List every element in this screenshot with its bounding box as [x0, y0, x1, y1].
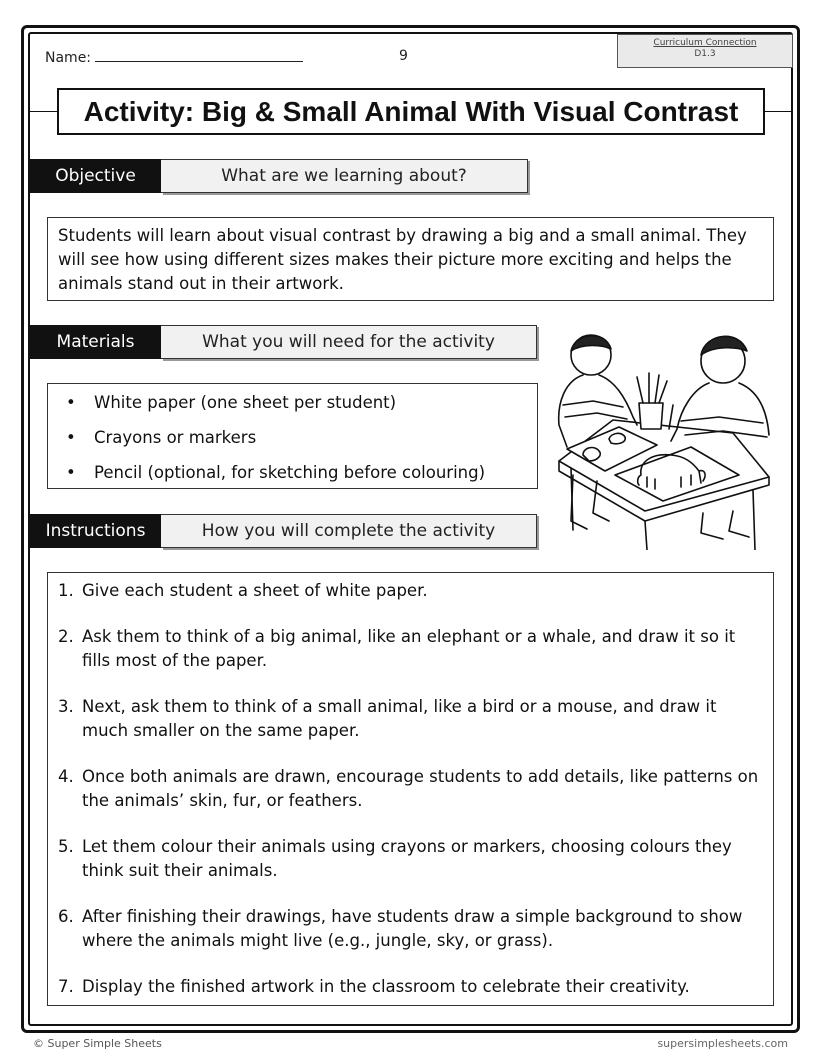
curriculum-connection-box — [617, 34, 793, 68]
list-item: 5. Let them colour their animals using crayons or markers, choosing colours they think suit their animals. — [58, 837, 732, 880]
list-item: • White paper (one sheet per student) — [54, 391, 527, 426]
objective-text: Students will learn about visual contrast by drawing a big and a small animal. They will see how using different sizes makes their picture more exciting and helps the animals stand out in their artwork. — [58, 226, 747, 293]
instructions-label: Instructions — [30, 514, 161, 548]
materials-box — [47, 383, 538, 489]
materials-label: Materials — [30, 325, 161, 359]
list-item: 6. After finishing their drawings, have students draw a simple background to show where the animals might live (e.g., jungle, sky, or grass). — [58, 907, 743, 950]
bullet-icon: • — [66, 463, 76, 482]
list-item: 1. Give each student a sheet of white paper. — [58, 581, 428, 600]
name-label: Name: — [45, 50, 92, 66]
footer-website-link[interactable]: supersimplesheets.com — [657, 1037, 788, 1050]
list-item: 3. Next, ask them to think of a small animal, like a bird or a mouse, and draw it much smaller on the same paper. — [58, 697, 717, 740]
materials-subtitle: What you will need for the activity — [161, 325, 537, 359]
list-item: 7. Display the finished artwork in the classroom to celebrate their creativity. — [58, 977, 690, 996]
list-item: 2. Ask them to think of a big animal, like an elephant or a whale, and draw it so it fills most of the paper. — [58, 627, 736, 670]
list-item: • Crayons or markers — [54, 426, 527, 461]
title-rule-right — [765, 111, 792, 112]
name-line[interactable] — [95, 48, 303, 62]
bullet-icon: • — [66, 428, 76, 447]
objective-label: Objective — [30, 159, 161, 193]
footer-copyright: © Super Simple Sheets — [33, 1037, 162, 1050]
children-drawing-illustration — [553, 325, 774, 550]
objective-subtitle: What are we learning about? — [161, 159, 528, 193]
instructions-box — [47, 572, 774, 1006]
name-field[interactable] — [45, 48, 303, 66]
curriculum-code: D1.3 — [694, 49, 716, 59]
instructions-subtitle: How you will complete the activity — [161, 514, 537, 548]
materials-list — [54, 391, 527, 496]
activity-title: Activity: Big & Small Animal With Visual Contrast — [57, 88, 765, 135]
instructions-list — [58, 579, 759, 999]
curriculum-label: Curriculum Connection — [653, 38, 757, 48]
list-item: • Pencil (optional, for sketching before colouring) — [54, 461, 527, 496]
bullet-icon: • — [66, 393, 76, 412]
page-number: 9 — [399, 48, 408, 64]
objective-text-box — [47, 217, 774, 301]
title-rule-left — [30, 111, 57, 112]
list-item: 4. Once both animals are drawn, encourage students to add details, like patterns on the animals’ skin, fur, or feathers. — [58, 767, 759, 810]
